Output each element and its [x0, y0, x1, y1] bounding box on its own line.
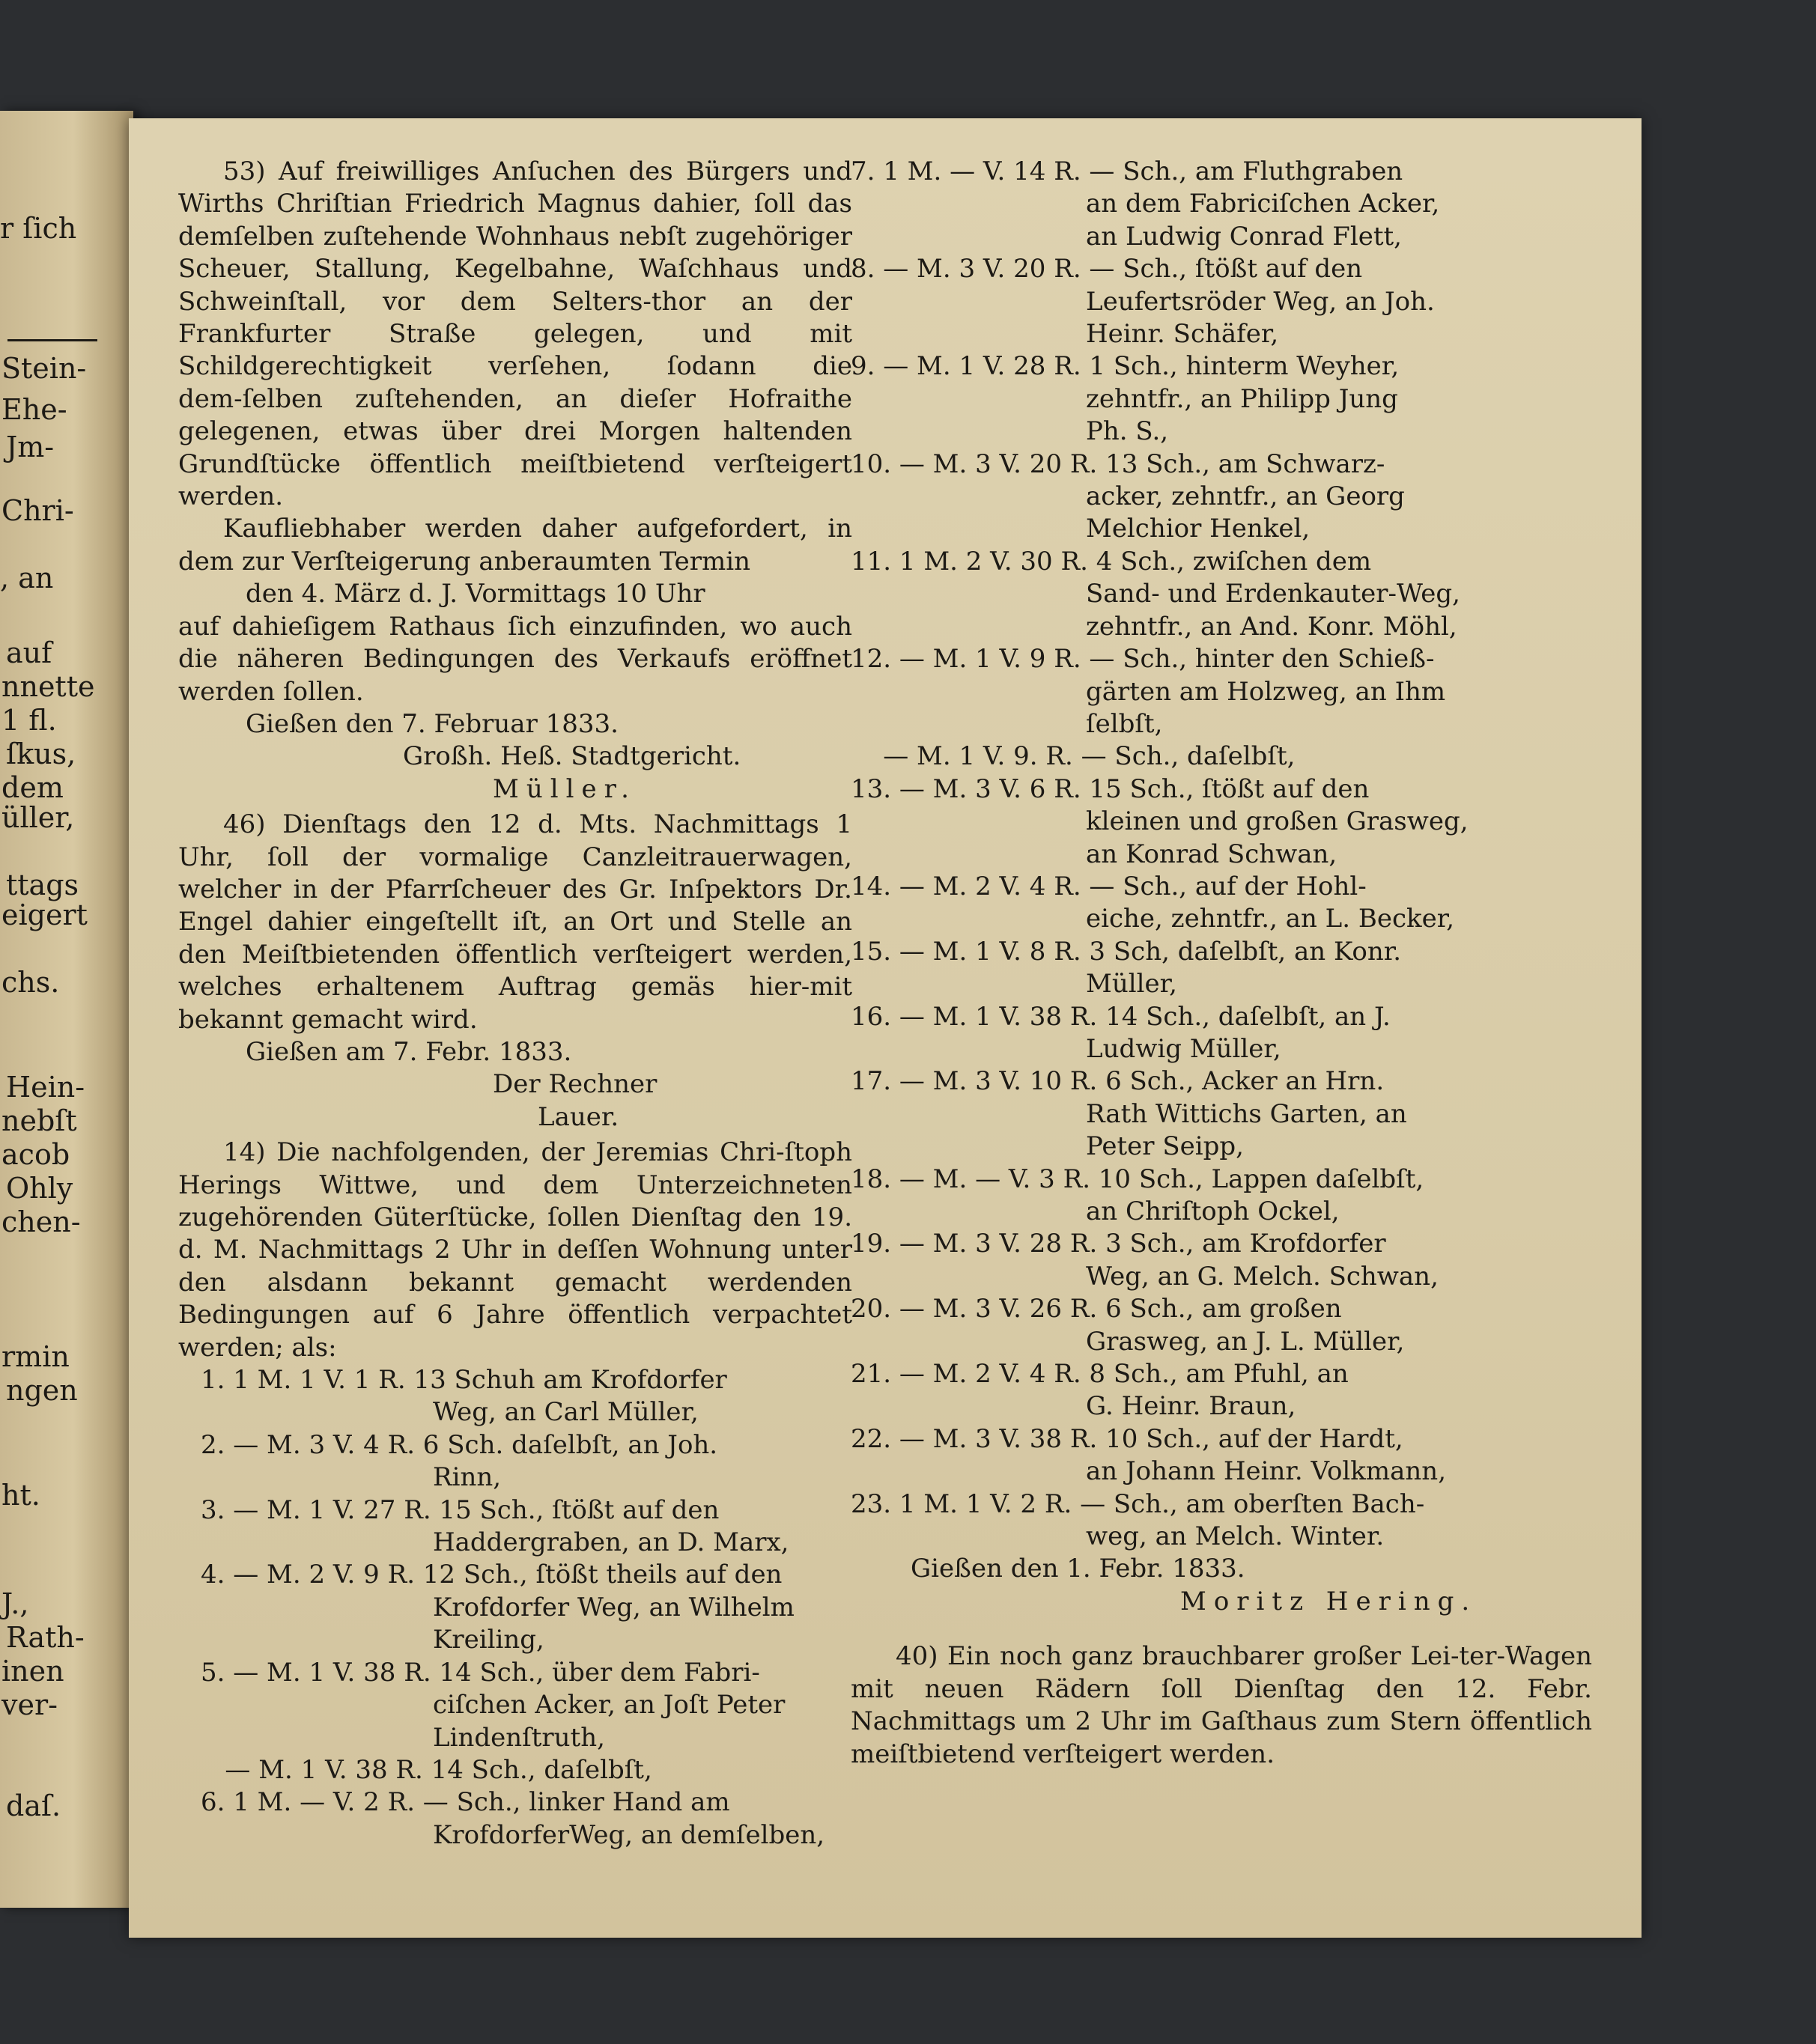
lease-item: [851, 448, 1592, 546]
lease-item-first-line: 22. — M. 3 V. 38 R. 10 Sch., auf der Hardt,: [851, 1423, 1403, 1454]
lease-item-first-line: 12. — M. 1 V. 9 R. — Sch., hinter den Schieß‑: [851, 644, 1435, 675]
lease-item-text: an Konrad Schwan,: [1086, 839, 1337, 869]
lease-item-text: zehntfr., an And. Konr. Möhl,: [1086, 611, 1457, 642]
lease-item: [851, 1293, 1592, 1358]
lease-item-text: über dem Fabri‑: [552, 1657, 760, 1688]
lease-item: [851, 253, 1592, 350]
lease-item-text: Peter Seipp,: [1086, 1131, 1244, 1162]
lease-item: [178, 1364, 852, 1429]
strip-text-fragment: , an: [0, 562, 54, 594]
lease-item: [851, 546, 1592, 643]
strip-text-fragment: r ſich: [0, 212, 77, 245]
strip-divider: [7, 339, 97, 341]
lease-item-text: ſelbſt,: [1086, 708, 1163, 739]
left-column: [178, 156, 852, 1852]
strip-text-fragment: Rath‑: [6, 1621, 85, 1654]
notice-14-items-left: [178, 1364, 852, 1852]
lease-item-first-line: 13. — M. 3 V. 6 R. 15 Sch., ſtößt auf den: [851, 773, 1370, 804]
strip-text-fragment: chen‑: [1, 1205, 81, 1238]
strip-text-fragment: ttags: [6, 869, 79, 901]
lease-item-number: 4. — M. 2 V. 9 R. 12 Sch.,: [201, 1560, 536, 1590]
lease-item: [851, 1228, 1592, 1293]
lease-item-text: Rath Wittichs Garten, an: [1086, 1098, 1407, 1129]
lease-item-first-line: 11. 1 M. 2 V. 30 R. 4 Sch., zwiſchen dem: [851, 546, 1372, 577]
strip-text-fragment: acob: [1, 1138, 70, 1171]
lease-item-text: G. Heinr. Braun,: [1086, 1391, 1296, 1422]
lease-item: [178, 1429, 852, 1494]
notice-14-text: 14) Die nachfolgenden, der Jeremias Chri‑ſtoph Herings Wittwe, und dem Unterzeichneten zugehörenden Güterſtücke, ſollen Dienſtag den 19. d. M. Nachmittags 2 Uhr in deſſen Wohnung unter den alsdann bekannt gemacht werdenden Bedingungen auf 6 Jahre öffentlich verpachtet werden; als:: [178, 1137, 852, 1363]
lease-item-text: zehntfr., an Philipp Jung: [1086, 383, 1398, 414]
strip-text-fragment: ver‑: [1, 1688, 58, 1721]
strip-text-fragment: Hein‑: [6, 1071, 85, 1104]
lease-item: [851, 936, 1592, 1001]
strip-text-fragment: Ohly: [6, 1172, 73, 1205]
strip-text-fragment: üller,: [1, 801, 75, 834]
notice-14-signature: Moritz Hering.: [1180, 1586, 1478, 1616]
strip-text-fragment: nnette: [1, 670, 95, 703]
lease-item-text: KrofdorferWeg, an demſelben,: [433, 1819, 825, 1850]
lease-item: [851, 156, 1592, 253]
notice-53-authority: Großh. Heß. Stadtgericht.: [403, 741, 741, 772]
strip-text-fragment: inen: [1, 1655, 64, 1688]
lease-item: [851, 350, 1592, 448]
lease-item-text: Weg, an Carl Müller,: [433, 1397, 699, 1428]
lease-item-first-line: 23. 1 M. 1 V. 2 R. — Sch., am oberſten Bach‑: [851, 1488, 1425, 1519]
lease-item-first-line: — M. 1 V. 9. R. — Sch., daſelbſt,: [851, 741, 1296, 772]
lease-item-number: 6. 1 M. — V. 2 R. — Sch.,: [201, 1787, 529, 1818]
lease-item-text: an dem Fabriciſchen Acker,: [1086, 189, 1440, 219]
lease-item-first-line: 8. — M. 3 V. 20 R. — Sch., ſtößt auf den: [851, 254, 1363, 285]
notice-46-text: 46) Dienſtags den 12 d. Mts. Nachmittags 1 Uhr, ſoll der vormalige Canzleitrauerwagen, welcher in der Pfarrſcheuer des Gr. Inſpektors Dr. Engel dahier eingeſtellt iſt, an Ort und Stelle an den Meiſtbietenden öffentlich verſteigert werden, welches erhaltenem Auftrag gemäs hier‑mit bekannt gemacht wird.: [178, 809, 852, 1035]
strip-text-fragment: Stein‑: [1, 352, 87, 385]
strip-text-fragment: chs.: [1, 966, 60, 999]
lease-item: [851, 643, 1592, 740]
notice-53-text-end: auf dahieſigem Rathaus ſich einzufinden, wo auch die näheren Bedingungen des Verkaufs eröffnet werden ſollen.: [178, 611, 852, 707]
lease-item-text: kleinen und großen Grasweg,: [1086, 806, 1469, 837]
strip-text-fragment: ngen: [6, 1374, 78, 1407]
newspaper-page: [129, 118, 1642, 1938]
lease-item-first-line: 10. — M. 3 V. 20 R. 13 Sch., am Schwarz‑: [851, 448, 1385, 479]
lease-item-first-line: 7. 1 M. — V. 14 R. — Sch., am Fluthgraben: [851, 156, 1403, 186]
lease-item-text: Müller,: [1086, 969, 1177, 1000]
lease-item-text: an Chriſtoph Ockel,: [1086, 1196, 1340, 1226]
lease-item-text: eiche, zehntfr., an L. Becker,: [1086, 904, 1455, 934]
lease-item-text: ſtößt auf den: [552, 1494, 720, 1525]
lease-item: [851, 1164, 1592, 1229]
strip-text-fragment: daſ.: [6, 1789, 61, 1822]
notice-53-signature: Müller.: [493, 773, 637, 804]
strip-text-fragment: dem: [1, 771, 64, 804]
lease-item-text: linker Hand am: [529, 1787, 730, 1818]
lease-item: [851, 1488, 1592, 1554]
notice-53-place-date: Gießen den 7. Februar 1833.: [246, 708, 619, 739]
lease-item: [178, 1494, 852, 1560]
lease-item-first-line: 17. — M. 3 V. 10 R. 6 Sch., Acker an Hrn.: [851, 1066, 1385, 1097]
lease-item-text: ciſchen Acker, an Joſt Peter: [433, 1690, 786, 1721]
lease-item-text: Weg, an G. Melch. Schwan,: [1086, 1261, 1439, 1292]
notice-14-place-date: Gießen den 1. Febr. 1833.: [911, 1554, 1245, 1584]
notice-53-text: 53) Auf freiwilliges Anſuchen des Bürgers und Wirths Chriſtian Friedrich Magnus dahier, ſoll das demſelben zuſtehende Wohnhaus nebſt zugehöriger Scheuer, Stallung, Kegelbahne, Waſchhaus und Schweinſtall, vor dem Selters‑thor an der Frankfurter Straße gelegen, und mit Schildgerechtigkeit verſehen, ſodann die dem‑ſelben zuſtehenden, an dieſer Hofraithe gelegenen, etwas über drei Morgen haltenden Grundſtücke öffentlich meiſtbietend verſteigert werden.: [178, 156, 852, 512]
notice-53-date-line: den 4. März d. J. Vormittags 10 Uhr: [246, 579, 705, 609]
lease-item-text: Ludwig Müller,: [1086, 1033, 1281, 1064]
lease-item-number: 1. 1 M. 1 V. 1 R. 13 Schuh: [201, 1365, 544, 1396]
lease-item-first-line: 15. — M. 1 V. 8 R. 3 Sch, daſelbſt, an Konr.: [851, 936, 1402, 967]
strip-text-fragment: rmin: [1, 1340, 70, 1373]
lease-item: [851, 1065, 1592, 1163]
lease-item-text: an Johann Heinr. Volkmann,: [1086, 1456, 1447, 1487]
lease-item-text: Lindenſtruth,: [433, 1722, 605, 1753]
lease-item-number: — M. 1 V. 38 R. 14 Sch.,: [201, 1754, 544, 1785]
strip-text-fragment: Ehe‑: [1, 393, 67, 426]
strip-text-fragment: eigert: [1, 898, 88, 931]
lease-item: [178, 1754, 852, 1786]
strip-text-fragment: ſkus,: [6, 737, 76, 770]
lease-item-text: Haddergraben, an D. Marx,: [433, 1527, 789, 1558]
lease-item-number: 3. — M. 1 V. 27 R. 15 Sch.,: [201, 1494, 553, 1525]
lease-item-first-line: 21. — M. 2 V. 4 R. 8 Sch., am Pfuhl, an: [851, 1359, 1349, 1390]
lease-item: [851, 740, 1592, 773]
lease-item-text: Rinn,: [433, 1462, 502, 1493]
notice-14-items-right: [851, 156, 1592, 1553]
lease-item: [851, 773, 1592, 871]
lease-item: [851, 1001, 1592, 1066]
lease-item-text: daſelbſt,: [544, 1754, 652, 1785]
lease-item-text: Kreiling,: [433, 1625, 544, 1655]
strip-text-fragment: nebſt: [1, 1104, 77, 1137]
lease-item-text: an Ludwig Conrad Flett,: [1086, 221, 1402, 252]
lease-item-text: Leufertsröder Weg, an Joh.: [1086, 286, 1435, 317]
lease-item: [851, 1423, 1592, 1488]
strip-text-fragment: J.,: [1, 1587, 29, 1620]
right-column: [851, 156, 1592, 1771]
notice-46-signature: Lauer.: [538, 1101, 619, 1132]
lease-item-text: Sand‑ und Erdenkauter‑Weg,: [1086, 579, 1460, 609]
lease-item-number: 5. — M. 1 V. 38 R. 14 Sch.,: [201, 1657, 553, 1688]
lease-item-first-line: 20. — M. 3 V. 26 R. 6 Sch., am großen: [851, 1294, 1342, 1324]
strip-text-fragment: auf: [6, 636, 52, 669]
lease-item-text: acker, zehntfr., an Georg: [1086, 481, 1405, 512]
lease-item-first-line: 19. — M. 3 V. 28 R. 3 Sch., am Krofdorfer: [851, 1229, 1386, 1259]
lease-item: [851, 1358, 1592, 1423]
notice-53-invitation: Kaufliebhaber werden daher aufgefordert, in dem zur Verſteigerung anberaumten Termin: [178, 514, 852, 577]
lease-item-text: daſelbſt, an Joh.: [511, 1429, 718, 1460]
lease-item-text: Krofdorfer Weg, an Wilhelm: [433, 1592, 795, 1622]
notice-40-text: 40) Ein noch ganz brauchbarer großer Lei‑ter‑Wagen mit neuen Rädern ſoll Dienſtag den 12. Febr. Nachmittags um 2 Uhr im Gaſthaus zum Stern öffentlich meiſtbietend verſteigert werden.: [851, 1641, 1592, 1769]
strip-text-fragment: 1 fl.: [1, 704, 57, 737]
lease-item: [178, 1657, 852, 1754]
lease-item-text: am Krofdorfer: [543, 1365, 727, 1396]
lease-item: [178, 1559, 852, 1656]
lease-item-first-line: 14. — M. 2 V. 4 R. — Sch., auf der Hohl‑: [851, 871, 1367, 901]
lease-item-text: Ph. S.,: [1086, 416, 1169, 447]
lease-item-first-line: 18. — M. — V. 3 R. 10 Sch., Lappen daſelbſt,: [851, 1164, 1424, 1194]
strip-text-fragment: Chri‑: [1, 494, 74, 527]
notice-46-role: Der Rechner: [493, 1069, 658, 1100]
lease-item-text: weg, an Melch. Winter.: [1086, 1521, 1385, 1552]
lease-item-text: gärten am Holzweg, an Ihm: [1086, 676, 1446, 707]
lease-item-first-line: 9. — M. 1 V. 28 R. 1 Sch., hinterm Weyher,: [851, 351, 1400, 382]
lease-item-text: Grasweg, an J. L. Müller,: [1086, 1326, 1405, 1357]
lease-item-number: 2. — M. 3 V. 4 R. 6 Sch.: [201, 1429, 512, 1460]
lease-item: [851, 871, 1592, 936]
notice-46-place-date: Gießen am 7. Febr. 1833.: [246, 1036, 572, 1067]
lease-item-text: ſtößt theils auf den: [535, 1560, 783, 1590]
lease-item-text: Melchior Henkel,: [1086, 514, 1311, 544]
strip-text-fragment: ht.: [1, 1479, 40, 1512]
lease-item-text: Heinr. Schäfer,: [1086, 319, 1279, 350]
strip-text-fragment: Jm‑: [6, 431, 55, 463]
adjacent-page-strip: [0, 111, 133, 1908]
lease-item-first-line: 16. — M. 1 V. 38 R. 14 Sch., daſelbſt, an J.: [851, 1001, 1391, 1032]
lease-item: [178, 1786, 852, 1852]
